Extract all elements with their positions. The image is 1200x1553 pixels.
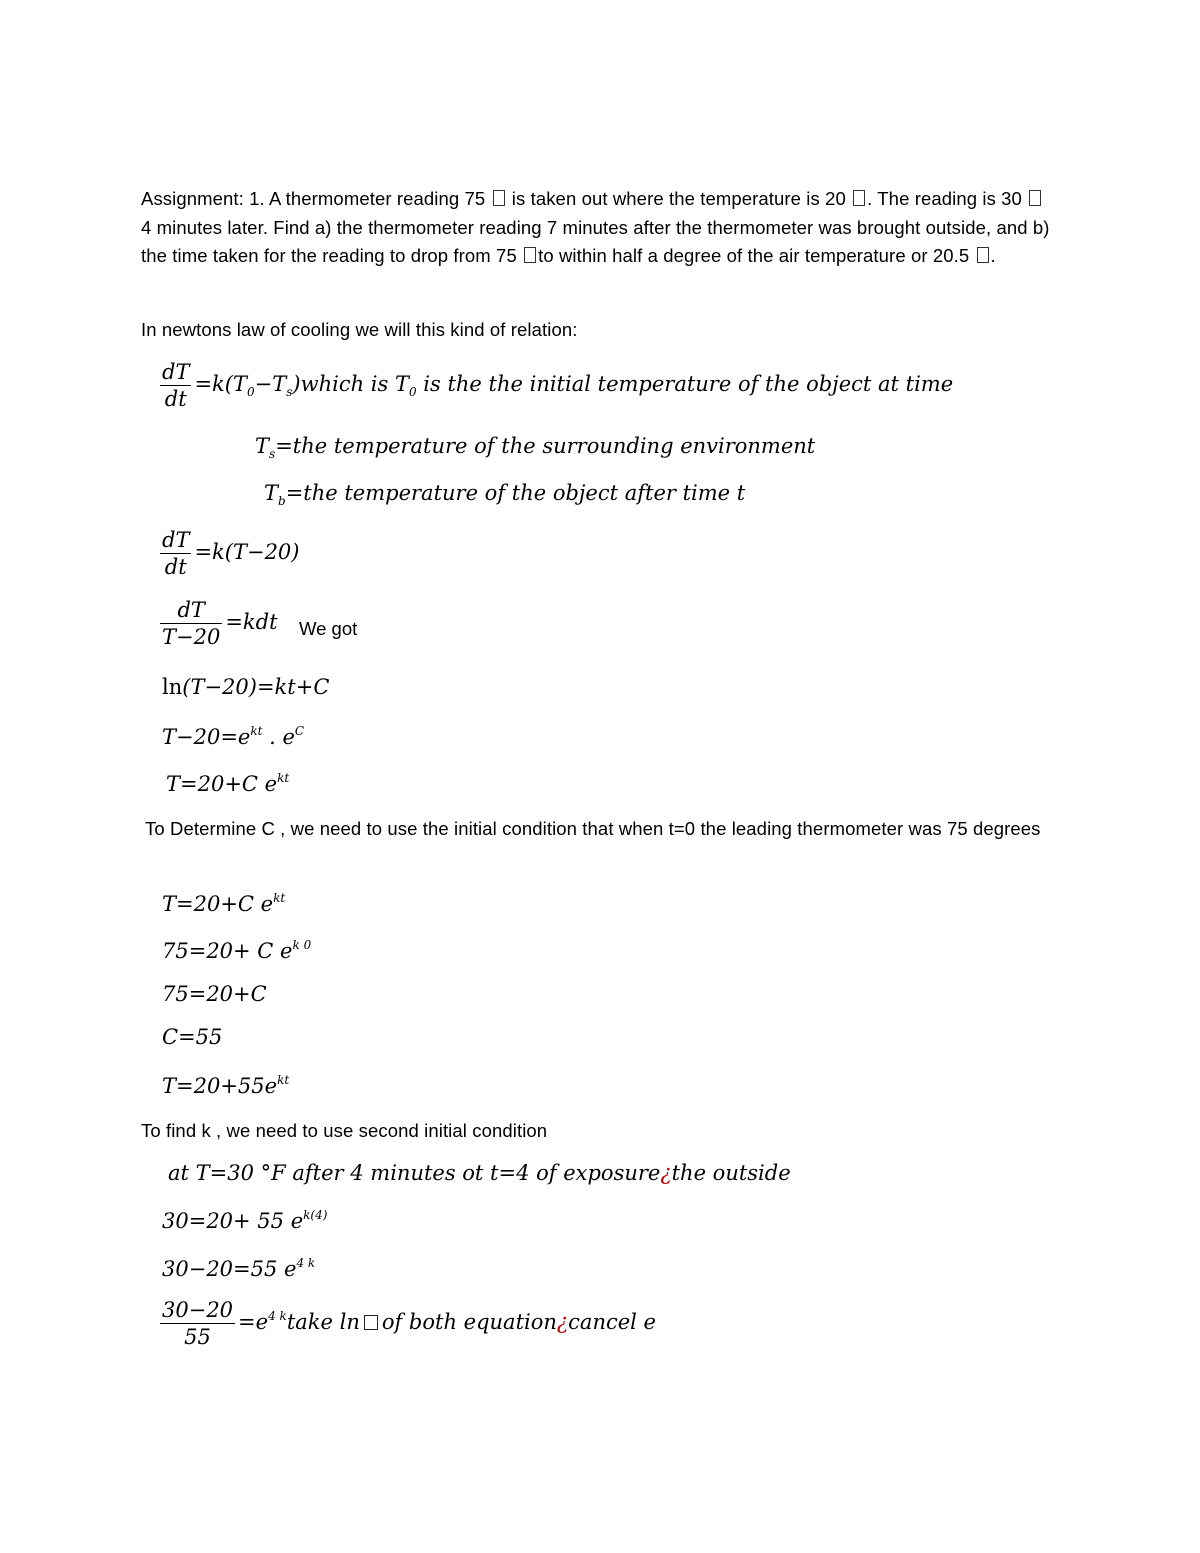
definition-object-temp: $T_b=the$ temperature of the object after time t [264,481,746,508]
placeholder-box-icon [364,1315,378,1330]
law-intro: In newtons law of cooling we will this kind of relation: [141,319,578,340]
equation-8: 75=20+ C $e^{k 0}$ [162,938,312,963]
missing-glyph-box-icon [524,247,536,263]
equation-3: $\frac{dT}{T-20}$ =kdt [162,598,278,649]
missing-glyph-box-icon [1029,190,1041,206]
equation-cooling-law: $\frac{dT}{dt}$ $=k(T_0-T_s)which$ is $T_0$ is the the initial temperature of the object at time [162,360,954,411]
determine-c-paragraph: To Determine C , we need to use the initial condition that when t=0 the leading thermometer was 75 degrees [145,818,1041,839]
equation-9: 75=20+C [162,982,267,1006]
assignment-paragraph: Assignment: 1. A thermometer reading 75 is taken out where the temperature is 20 . The reading is 30 4 minutes later. Find a) the thermometer reading 7 minutes after the thermometer was brought outside, and b) the time taken for the reading to drop from 75 to within half a degree of the air temperature or 20.5 . [141,188,1050,266]
find-k-paragraph: To find k , we need to use second initial condition [141,1120,548,1141]
equation-4: ln(T−20)=kt+C [162,675,330,699]
equation-7: T=20+C $e^{kt}$ [162,891,286,916]
equation-14: 30−20=55 $e^{4 k}$ [162,1256,316,1281]
missing-glyph-box-icon [493,190,505,206]
equation-5: $T-20=e^{kt}$ . $e^C$ [162,724,305,749]
equation-6: T=20+C $e^{kt}$ [166,771,290,796]
equation-11: $T=20+55e^{kt}$ [162,1073,290,1098]
equation-2: $\frac{dT}{dt}$ =k(T−20) [162,528,300,579]
missing-glyph-box-icon [977,247,989,263]
equation-12: at T=30 °F after 4 minutes ot t=4 of exposure¿the outside [168,1161,791,1185]
equation-10: C=55 [162,1025,223,1049]
definition-surrounding-temp: $T_s=the$ temperature of the surrounding environment [255,434,816,461]
missing-glyph-box-icon [853,190,865,206]
equation-15: $\frac{30-20}{55}$ $=e^{4 k}take$ ln of both equation¿cancel e [162,1298,656,1349]
we-got-note: We got [299,618,358,639]
equation-13: 30=20+ 55 $e^{k(4)}$ [162,1208,328,1233]
